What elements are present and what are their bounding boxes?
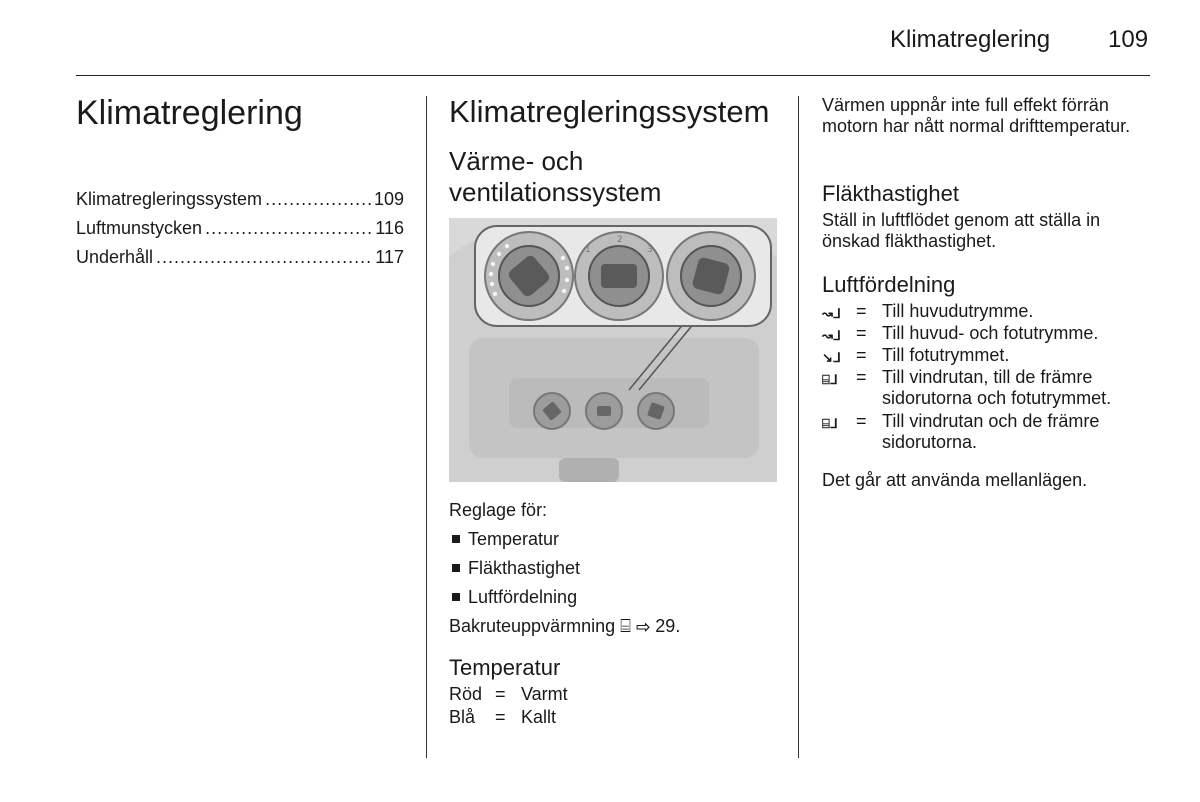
temperature-heading: Temperatur [449, 655, 561, 680]
temperature-value: Varmt [521, 684, 568, 704]
list-item-text: Temperatur [468, 529, 560, 549]
distribution-item [822, 345, 1152, 368]
equals-sign: = [856, 411, 867, 431]
fan-speed-heading: Fläkthastighet [822, 181, 959, 206]
toc-entry[interactable] [76, 218, 404, 239]
distribution-item [822, 411, 1152, 453]
toc-entry-label: Underhåll [76, 247, 154, 267]
air-distribution-heading: Luftfördelning [822, 272, 956, 297]
svg-text:2: 2 [617, 235, 623, 245]
toc-leader [156, 247, 372, 268]
running-header-title: Klimatreglering [890, 26, 1051, 53]
chapter-title: Klimatreglering [76, 94, 303, 132]
toc-entry[interactable] [76, 189, 404, 210]
equals-sign: = [495, 684, 506, 704]
airflow-head-icon: ↝ᒧ [822, 306, 841, 321]
fan-speed-paragraph: Ställ in luftflödet genom att ställa in önskad fläkthastighet. [822, 210, 1101, 251]
toc-leader [265, 189, 371, 210]
toc-entry-label: Luftmunstycken [76, 218, 203, 238]
temperature-row [449, 707, 556, 728]
distribution-text: Till vindrutan och de främre sidorutorna. [882, 411, 1100, 452]
distribution-item [822, 301, 1152, 324]
list-item [452, 529, 559, 550]
distribution-item [822, 323, 1152, 346]
airflow-windscreen-icon: ⌸ᒧ [822, 416, 838, 431]
bullet-icon [452, 564, 460, 572]
equals-sign: = [495, 707, 506, 727]
distribution-item [822, 367, 1152, 409]
temperature-value: Kallt [521, 707, 557, 727]
list-item-text: Fläkthastighet [468, 558, 581, 578]
distribution-text: Till vindrutan, till de främre sidorutorna och fotutrymmet. [882, 367, 1112, 408]
airflow-head-feet-icon: ↝ᒧ [822, 328, 841, 343]
equals-sign: = [856, 367, 867, 387]
list-item [452, 558, 580, 579]
temperature-key: Blå [449, 707, 476, 727]
toc-entry-page: 109 [373, 189, 404, 209]
list-item-text: Luftfördelning [468, 587, 578, 607]
airflow-feet-icon: ↘ᒧ [822, 350, 841, 365]
equals-sign: = [856, 301, 867, 321]
distribution-text: Till huvud- och fotutrymme. [882, 323, 1099, 343]
equals-sign: = [856, 323, 867, 343]
equals-sign: = [856, 345, 867, 365]
bullet-icon [452, 535, 460, 543]
distribution-text: Till fotutrymmet. [882, 345, 1010, 365]
controls-intro: Reglage för: [449, 500, 548, 520]
toc-entry-page: 116 [375, 218, 404, 238]
section-subtitle: Värme- och ventilationssystem [449, 146, 662, 207]
svg-text:3: 3 [647, 245, 653, 255]
toc-leader [205, 218, 372, 239]
page-number: 109 [1108, 26, 1149, 53]
list-item [452, 587, 577, 608]
header-rule [76, 75, 1150, 76]
svg-text:1: 1 [585, 245, 591, 255]
rear-defrost-reference[interactable]: Bakruteuppvärmning ⌸ ⇨ 29. [449, 616, 681, 636]
column-divider-2 [798, 96, 799, 758]
intermediate-positions-note: Det går att använda mellanlägen. [822, 470, 1088, 490]
section-title: Klimatregleringssystem [449, 94, 770, 129]
airflow-windscreen-feet-icon: ⌸ᒧ [822, 372, 838, 387]
warmup-paragraph: Värmen uppnår inte full effekt förrän motorn har nått normal drifttemperatur. [822, 95, 1131, 136]
toc-entry-label: Klimatregleringssystem [76, 189, 263, 209]
temperature-row [449, 684, 568, 705]
climate-control-illustration [449, 218, 777, 482]
distribution-text: Till huvudutrymme. [882, 301, 1034, 321]
column-divider-1 [426, 96, 427, 758]
toc-entry-page: 117 [375, 247, 404, 267]
bullet-icon [452, 593, 460, 601]
temperature-key: Röd [449, 684, 483, 704]
toc-entry[interactable] [76, 247, 404, 268]
